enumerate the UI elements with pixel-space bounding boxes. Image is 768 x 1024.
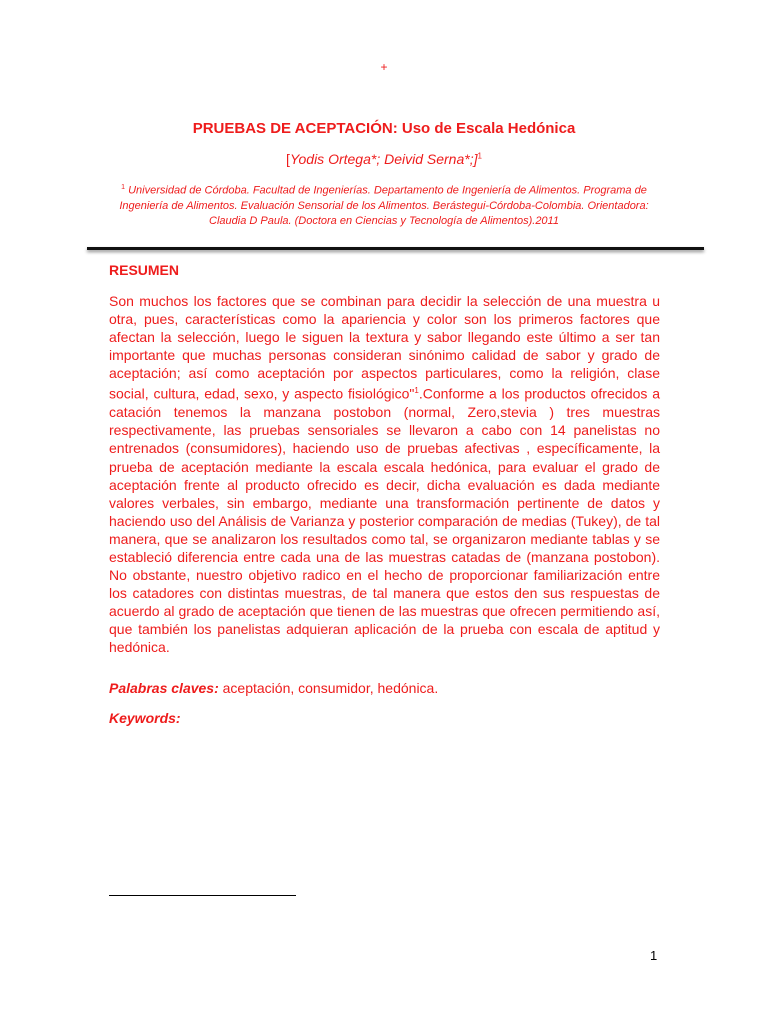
abstract-text-part1: Son muchos los factores que se combinan para decidir la selección de una muestra u otra, pues, características como la apariencia y color son los primeros factores que afectan la selección, luego le siguen la textura y sabor llegando este último a ser tan importante que muchas personas consideran sinónimo calidad de sabor y grado de aceptación; así como aceptación por aspectos particulares, como la religión, clase social, cultura, edad, sexo, y aspecto fisiológico" [109, 293, 660, 403]
keywords-english-label: Keywords: [109, 710, 181, 726]
abstract-body [109, 292, 660, 657]
affiliation-mark: 1 [121, 184, 126, 191]
page-number: 1 [650, 948, 658, 963]
author-line [0, 151, 768, 167]
abstract-text-part2: .Conforme a los productos ofrecidos a catación tenemos la manzana postobon (normal, Zero,stevia ) tres muestras respectivamente, las pruebas sensoriales se llevaron a cabo con 14 panelistas no entrenados (consumidores), haciendo uso de pruebas afectivas , específicamente, la prueba de aceptación mediante la escala escala hedónica, para evaluar el grado de aceptación frente al producto ofrecido es decir, dicha evaluación es dada mediante valores verbales, sin embargo, mediante una transformación pertinente de datos y haciendo uso del Análisis de Varianza y posterior comparación de medias (Tukey), de tal manera, que se analizaron los resultados como tal, se organizaron mediante tablas y se estableció diferencia entre cada una de las muestras catadas de (manzana postobon). No obstante, nuestro objetivo radico en el hecho de proporcionar familiarización entre los catadores con distintas muestras, de tal manera que estos den sus respuestas de acuerdo al grado de aceptación que tienen de las muestras que ofrecen permitiendo así, que también los panelistas adquieran aplicación de la prueba con escala de aptitud y hedónica. [109, 386, 660, 656]
keywords-spanish [109, 680, 438, 696]
author-open-bracket: [ [286, 151, 290, 167]
keywords-values: aceptación, consumidor, hedónica. [218, 680, 439, 696]
keywords-label: Palabras claves: [109, 680, 219, 696]
affiliation-block [100, 180, 668, 229]
affiliation-text: Universidad de Córdoba. Facultad de Ingenierías. Departamento de Ingeniería de Alimentos. Programa de Ingeniería de Alimentos. Evaluación Sensorial de los Alimentos. Berástegui-Córdoba-Colombia. Orientadora: Claudia D Paula. (Doctora en Ciencias y Tecnología de Alimentos).2011 [119, 184, 649, 227]
footnote-reference: 1 [414, 386, 419, 396]
abstract-heading: RESUMEN [109, 262, 180, 278]
footnote-separator [109, 895, 296, 896]
author-affiliation-mark: 1 [477, 151, 482, 161]
title-divider [87, 247, 704, 250]
header-mark: + [380, 60, 388, 74]
author-names: Yodis Ortega*; Deivid Serna*;] [289, 151, 478, 167]
paper-title: PRUEBAS DE ACEPTACIÓN: Uso de Escala Hedónica [192, 120, 576, 137]
